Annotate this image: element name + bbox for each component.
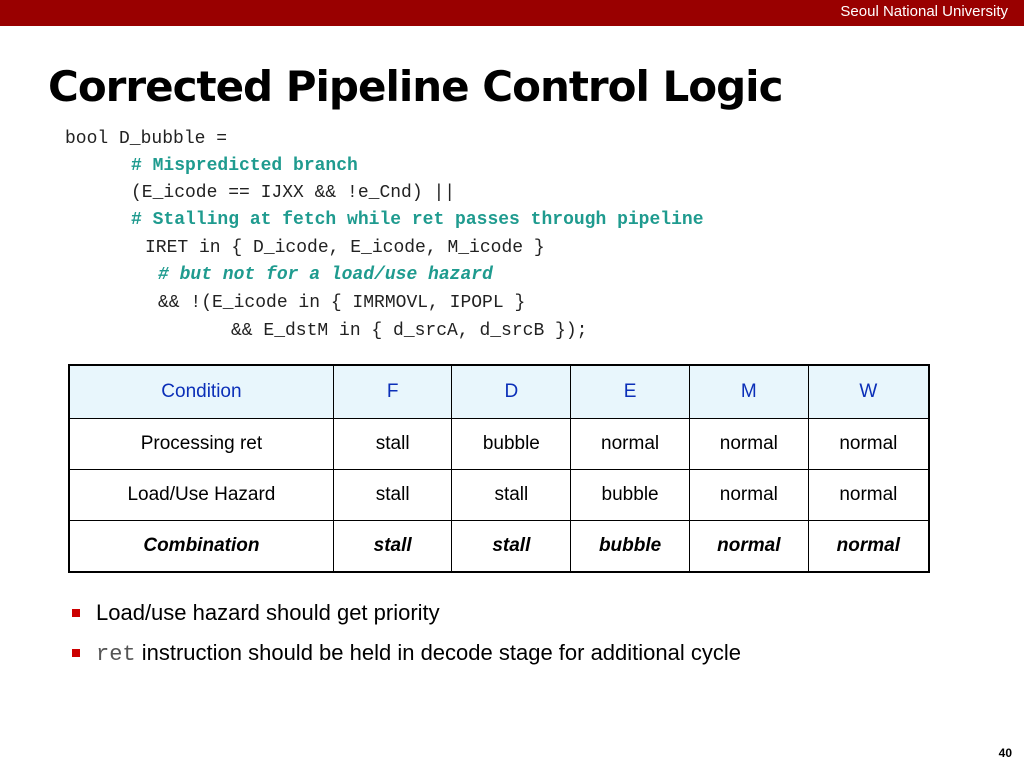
table-cell: stall [333,521,452,573]
table-cell: normal [808,470,929,521]
table-cell: normal [689,470,808,521]
code-line-8: && E_dstM in { d_srcA, d_srcB }); [231,321,588,341]
table-cell: Load/Use Hazard [69,470,333,521]
bullet-text-rest: instruction should be held in decode stage for additional cycle [135,640,741,665]
code-comment-stalling: # Stalling at fetch while ret passes through pipeline [131,210,704,230]
header-cell-condition: Condition [69,365,333,419]
header-cell-e: E [571,365,690,419]
code-comment-load-use: # but not for a load/use hazard [158,265,493,285]
bullet-text: Load/use hazard should get priority [96,600,440,625]
code-line-1: bool D_bubble = [65,129,228,149]
code-line-3: (E_icode == IJXX && !e_Cnd) || [131,183,456,203]
table-cell: normal [808,419,929,470]
pipeline-control-table [68,364,930,573]
table-cell: stall [452,521,571,573]
code-line-7: && !(E_icode in { IMRMOVL, IPOPL } [158,293,526,313]
code-line-5: IRET in { D_icode, E_icode, M_icode } [145,238,545,258]
table-header-row [69,365,929,419]
table-cell: normal [689,419,808,470]
slide-title: Corrected Pipeline Control Logic [48,62,783,111]
header-cell-m: M [689,365,808,419]
header-bar [0,0,1024,26]
table-cell: bubble [452,419,571,470]
header-cell-d: D [452,365,571,419]
table-row [69,470,929,521]
table-cell: Combination [69,521,333,573]
bullet-text-ret [96,640,741,667]
square-bullet-icon [72,649,80,657]
table-cell: bubble [571,470,690,521]
table-row [69,419,929,470]
header-cell-w: W [808,365,929,419]
inline-code-ret: ret [96,642,136,667]
institution-name: Seoul National University [840,3,1008,20]
table-cell: normal [571,419,690,470]
table-cell: stall [333,419,452,470]
table-cell: bubble [571,521,690,573]
table-cell: Processing ret [69,419,333,470]
code-comment-mispredicted: # Mispredicted branch [131,156,358,176]
table-row-combination [69,521,929,573]
page-number: 40 [998,746,1012,760]
table-cell: normal [689,521,808,573]
table-cell: stall [333,470,452,521]
table-cell: normal [808,521,929,573]
header-cell-f: F [333,365,452,419]
table-cell: stall [452,470,571,521]
square-bullet-icon [72,609,80,617]
